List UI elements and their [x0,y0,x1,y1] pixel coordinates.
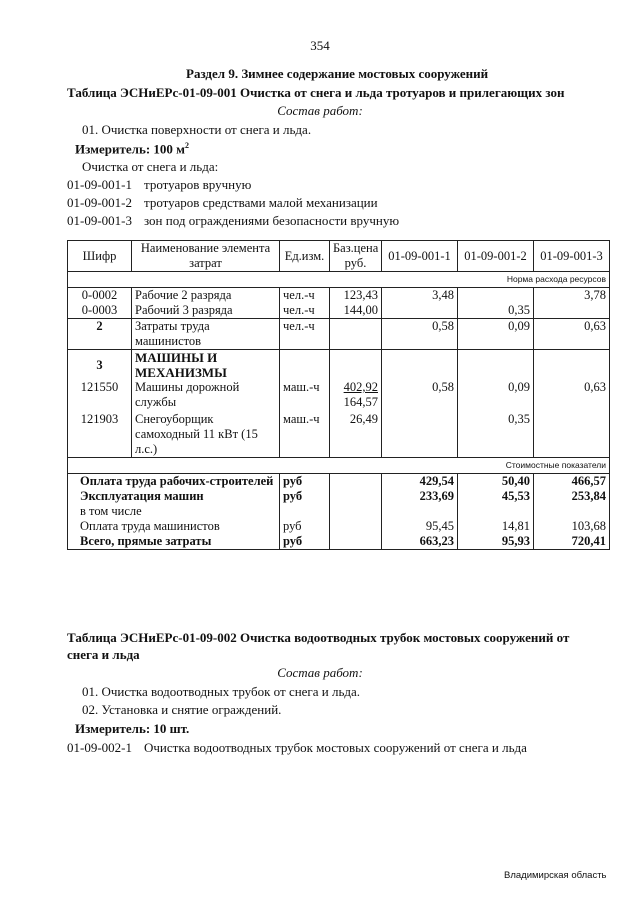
cell-value: 50,40 [458,474,534,490]
cell-name: Оплата труда рабочих-строителей [68,474,280,490]
resource-table [67,240,610,550]
cell-value: 95,93 [458,534,534,550]
cell-name: Всего, прямые затраты [68,534,280,550]
cell-value: 429,54 [382,474,458,490]
table-row [68,319,610,350]
table1-work-item: 01. Очистка поверхности от снега и льда. [82,122,312,137]
header-name: Наименование элемента затрат [132,241,280,272]
code-line: 01-09-001-2 тротуаров средствами малой механизации [67,195,378,210]
cell-value: 95,45 [382,519,458,534]
cell-code: 3 [68,350,132,381]
cell-name: Машины дорожной службы [132,380,280,410]
norma-label: Норма расхода ресурсов [68,272,610,288]
cell-code: 121903 [68,410,132,458]
table1-meter: Измеритель: 100 $м^2$ [75,141,190,157]
cost-label: Стоимостные показатели [68,458,610,474]
cell-value: 103,68 [534,519,610,534]
header-col3: 01-09-001-3 [534,241,610,272]
table2-meter: Измеритель: 10 шт. [75,721,190,736]
cost-row [68,519,610,534]
cell-value: 663,23 [382,534,458,550]
cell-name: Рабочие 2 разряда [132,288,280,304]
cost-row [68,504,610,519]
cell-value [534,303,610,319]
cell-price: 402,92 164,57 [330,380,382,410]
table-row [68,303,610,319]
cell-value: 233,69 [382,489,458,504]
cell-name: Оплата труда машинистов [68,519,280,534]
cell-unit: руб [280,519,330,534]
cell-unit: руб [280,489,330,504]
cell-name: МАШИНЫ И МЕХАНИЗМЫ [132,350,280,381]
table-row [68,410,610,458]
cell-value: 0,58 [382,319,458,350]
cell-value: 253,84 [534,489,610,504]
table1-works-heading: Состав работ: [277,103,363,118]
header-col1: 01-09-001-1 [382,241,458,272]
table1-title: Таблица ЭСНиЕРс-01-09-001 Очистка от снега и льда тротуаров и прилегающих зон [67,85,565,100]
cell-value: 0,63 [534,380,610,410]
cell-unit: маш.-ч [280,410,330,458]
cell-unit: руб [280,474,330,490]
table2-work-item: 01. Очистка водоотводных трубок от снега и льда. [82,684,361,699]
table2-works-heading: Состав работ: [277,665,363,680]
cost-row [68,474,610,490]
cell-value: 466,57 [534,474,610,490]
cell-code: 0-0003 [68,303,132,319]
cell-name: в том числе [68,504,280,519]
cell-value [382,410,458,458]
cost-row [68,489,610,504]
cost-row [68,534,610,550]
table-row [68,380,610,410]
header-code: Шифр [68,241,132,272]
cell-value: 720,41 [534,534,610,550]
cost-label-row [68,458,610,474]
table2-work-item: 02. Установка и снятие ограждений. [82,702,282,717]
cell-code: 0-0002 [68,288,132,304]
table2-title-line2: снега и льда [67,647,140,662]
norma-row [68,272,610,288]
cell-name: Снегоуборщик самоходный 11 кВт (15 л.с.) [132,410,280,458]
cell-unit: чел.-ч [280,303,330,319]
code-line: 01-09-001-3 зон под ограждениями безопасности вручную [67,213,400,228]
cell-code: 121550 [68,380,132,410]
cell-value: 3,48 [382,288,458,304]
cell-unit: чел.-ч [280,288,330,304]
code-line: 01-09-001-1 тротуаров вручную [67,177,252,192]
cell-value: 0,09 [458,319,534,350]
cell-price: 144,00 [330,303,382,319]
cell-value: 0,35 [458,303,534,319]
table2-title-line1: Таблица ЭСНиЕРс-01-09-002 Очистка водоотводных трубок мостовых сооружений от [67,630,570,645]
table-row [68,350,610,381]
cell-name: Эксплуатация машин [68,489,280,504]
page-number: 354 [310,38,330,53]
footer-region: Владимирская область [504,870,607,881]
cell-value [534,410,610,458]
cell-unit: чел.-ч [280,319,330,350]
header-price: Баз.цена руб. [330,241,382,272]
cell-value: 0,63 [534,319,610,350]
cell-price: 123,43 [330,288,382,304]
cell-price: 26,49 [330,410,382,458]
cell-value [382,303,458,319]
header-col2: 01-09-001-2 [458,241,534,272]
cell-name: Затраты труда машинистов [132,319,280,350]
code-line: 01-09-002-1 Очистка водоотводных трубок мостовых сооружений от снега и льда [67,740,527,755]
section-title: Раздел 9. Зимнее содержание мостовых сооружений [186,66,489,81]
cell-value: 0,58 [382,380,458,410]
cell-value: 3,78 [534,288,610,304]
cell-name: Рабочий 3 разряда [132,303,280,319]
cell-value: 0,09 [458,380,534,410]
table1-intro: Очистка от снега и льда: [82,159,219,174]
cell-value: 0,35 [458,410,534,458]
table-header-row [68,241,610,272]
cell-code: 2 [68,319,132,350]
cell-price [330,319,382,350]
cell-value: 14,81 [458,519,534,534]
cell-unit: маш.-ч [280,380,330,410]
header-unit: Ед.изм. [280,241,330,272]
cell-value [458,288,534,304]
table-row [68,288,610,304]
cell-unit: руб [280,534,330,550]
cell-value: 45,53 [458,489,534,504]
